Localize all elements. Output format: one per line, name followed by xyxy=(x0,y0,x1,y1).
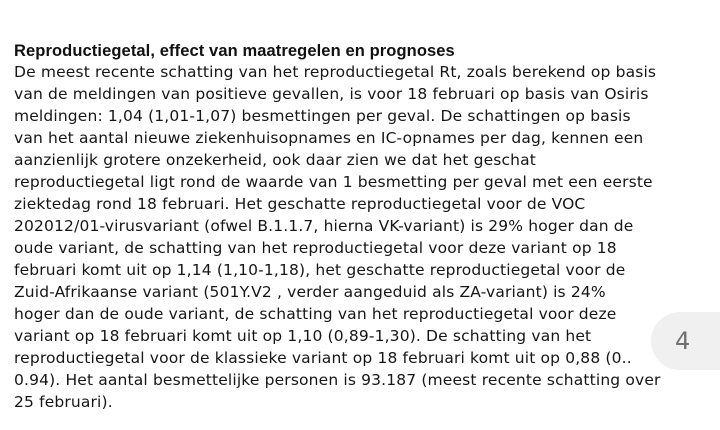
section-heading: Reproductiegetal, effect van maatregelen en prognoses xyxy=(14,42,455,60)
document-section xyxy=(14,41,714,413)
paragraph-line: reproductiegetal ligt rond de waarde van 1 besmetting per geval met een eerste xyxy=(14,173,653,191)
paragraph-line: februari komt uit op 1,14 (1,10-1,18), het geschatte reproductiegetal voor de xyxy=(14,261,626,279)
paragraph-line: van het aantal nieuwe ziekenhuisopnames en IC-opnames per dag, kennen een xyxy=(14,129,644,147)
paragraph-line: variant op 18 februari komt uit op 1,10 (0,89-1,30). De schatting van het xyxy=(14,327,592,345)
paragraph-line: meldingen: 1,04 (1,01-1,07) besmettingen per geval. De schattingen op basis xyxy=(14,107,631,125)
paragraph-line: oude variant, de schatting van het reproductiegetal voor deze variant op 18 xyxy=(14,239,617,257)
paragraph-line: 202012/01-virusvariant (ofwel B.1.1.7, hierna VK-variant) is 29% hoger dan de xyxy=(14,217,634,235)
paragraph-line: reproductiegetal voor de klassieke variant op 18 februari komt uit op 0,88 (0.. xyxy=(14,349,632,367)
paragraph-line: De meest recente schatting van het reproductiegetal Rt, zoals berekend op basis xyxy=(14,63,657,81)
paragraph-line: ziektedag rond 18 februari. Het geschatte reproductiegetal voor de VOC xyxy=(14,195,586,213)
paragraph-line: Zuid-Afrikaanse variant (501Y.V2 , verder aangeduid als ZA-variant) is 24% xyxy=(14,283,606,301)
page-number: 4 xyxy=(675,327,691,355)
page-number-badge[interactable] xyxy=(651,312,720,370)
paragraph-line: aanzienlijk grotere onzekerheid, ook daar zien we dat het geschat xyxy=(14,151,537,169)
paragraph-line: 25 februari). xyxy=(14,393,113,411)
paragraph-line: 0.94). Het aantal besmettelijke personen is 93.187 (meest recente schatting over xyxy=(14,371,661,389)
paragraph-line: hoger dan de oude variant, de schatting van het reproductiegetal voor deze xyxy=(14,305,617,323)
paragraph-line: van de meldingen van positieve gevallen, is voor 18 februari op basis van Osiris xyxy=(14,85,649,103)
body-paragraph xyxy=(14,61,714,413)
